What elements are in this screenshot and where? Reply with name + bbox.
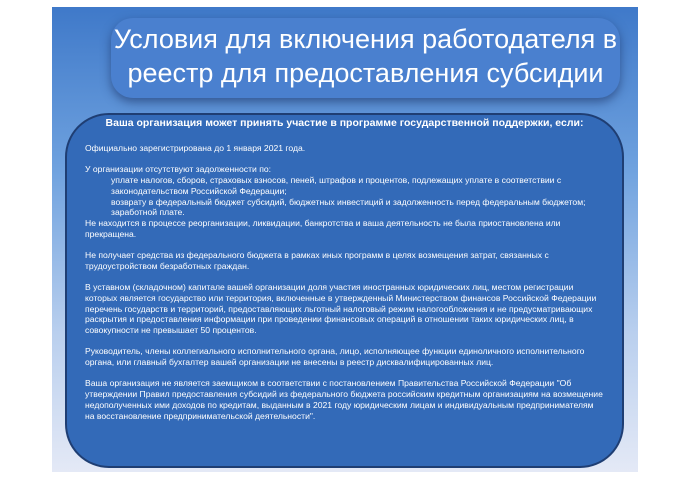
- condition-registration: Официально зарегистрирована до 1 января 2021 года.: [85, 143, 306, 153]
- condition-not-disqualified: Руководитель, члены коллегиального исполнительного органа, лицо, исполняющее функции единоличного исполнительного органа, или главный бухгалтер вашей организации не внесены в реестр дисквалифицированных лиц.: [85, 346, 585, 367]
- condition-foreign-capital: В уставном (складочном) капитале вашей организации доля участия иностранных юридических лиц, местом регистрации которых является государство или территория, включенные в утвержденный Министерством финансов Российской Федерации перечень государств и территорий, предоставляющих льготный налоговый режим налогообложения и не предусматривающих раскрытия и предоставления информации при проведении финансовых операций в отношении таких юридических лиц, в совокупности не превышает 50 процентов.: [85, 282, 597, 335]
- debt-item-salary: заработной плате.: [111, 207, 185, 218]
- conditions-panel: [65, 113, 624, 468]
- condition-no-reorganization: Не находится в процессе реорганизации, ликвидации, банкротства и ваша деятельность не была приостановлена или прекращена.: [85, 217, 561, 239]
- debt-item-taxes: уплате налогов, сборов, страховых взносов, пеней, штрафов и процентов, подлежащих уплате в соответствии с законодательством Российской Федерации;: [111, 175, 562, 196]
- condition-no-debts: У организации отсутствуют задолженности по:: [85, 164, 272, 175]
- conditions-heading: Ваша организация может принять участие в программе государственной поддержки, если:: [105, 117, 584, 129]
- condition-no-other-funds: Не получает средства из федерального бюджета в рамках иных программ в целях возмещения затрат, связанных с трудоустройством безработных граждан.: [85, 250, 549, 271]
- debt-item-budget: возврату в федеральный бюджет субсидий, бюджетных инвестиций и задолженность перед федеральным бюджетом;: [111, 196, 586, 207]
- title-line-2: реестр для предоставления субсидии: [127, 58, 604, 88]
- condition-not-borrower: Ваша организация не является заемщиком в соответствии с постановлением Правительства Российской Федерации "Об утверждении Правил предоставления субсидий из федерального бюджета российским кредитным организациям на возмещение недополученных ими доходов по кредитам, выданным в 2021 году юридическим лицам и индивидуальным предпринимателям на восстановление предпринимательской деятельности".: [85, 378, 603, 421]
- title-line-1: Условия для включения работодателя в: [113, 24, 618, 54]
- conditions-body: [85, 143, 605, 421]
- slide-title: [111, 22, 620, 90]
